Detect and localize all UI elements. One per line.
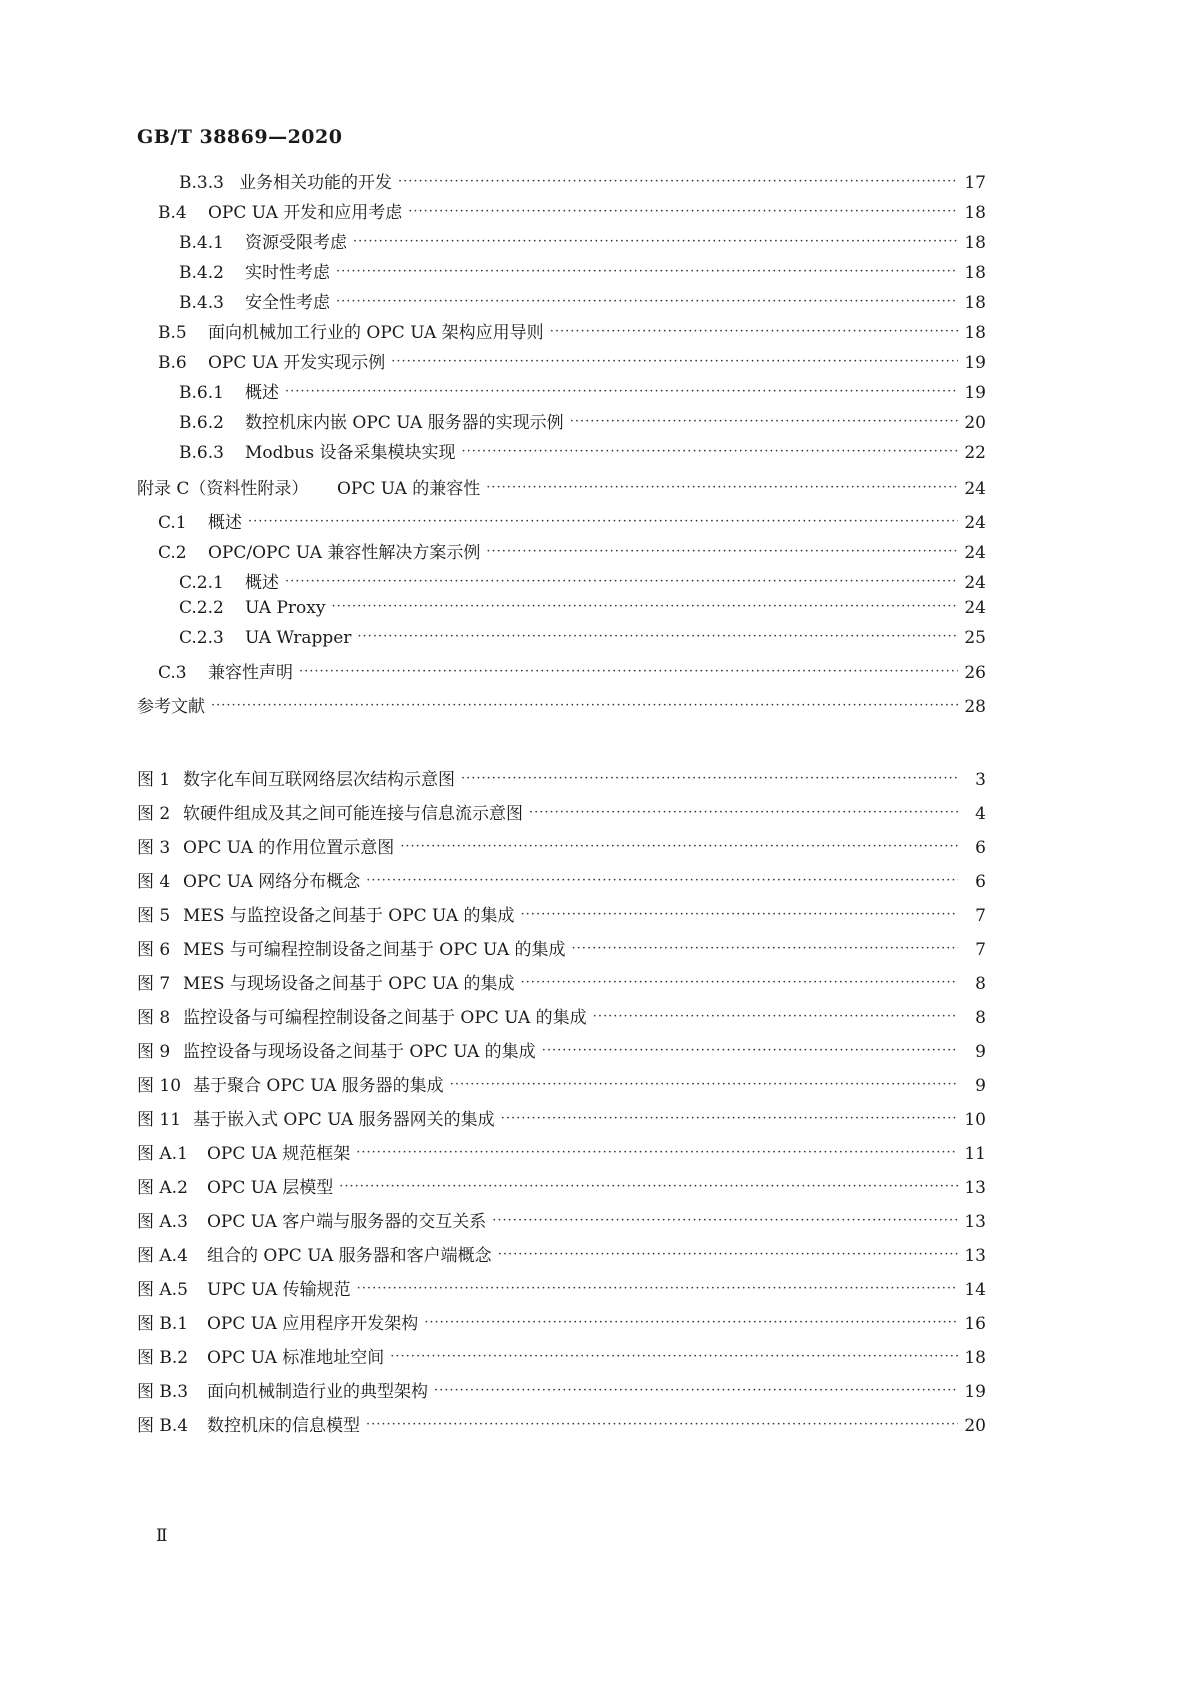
toc-dot-leader xyxy=(550,324,958,339)
toc-dot-leader xyxy=(398,174,958,189)
toc-dot-leader xyxy=(593,1009,958,1024)
toc-dot-leader xyxy=(336,294,958,309)
toc-entry[interactable] xyxy=(179,258,986,284)
toc-entry[interactable] xyxy=(179,438,986,464)
figure-entry-page: 6 xyxy=(975,872,986,892)
toc-dot-leader xyxy=(492,1213,958,1228)
toc-entry[interactable] xyxy=(137,474,986,500)
figure-entry-code: 图 3 xyxy=(137,838,171,858)
toc-dot-leader xyxy=(521,907,958,922)
toc-entry-page: 18 xyxy=(964,293,986,313)
toc-entry-page: 18 xyxy=(964,323,986,343)
toc-entry-title: OPC UA 开发和应用考虑 xyxy=(208,203,403,223)
toc-entry-code: B.6.3 xyxy=(179,443,224,463)
figure-entry[interactable] xyxy=(137,1377,986,1403)
figure-entry-code: 图 A.4 xyxy=(137,1246,188,1266)
figure-entry[interactable] xyxy=(137,799,986,825)
figure-entry-title: OPC UA 客户端与服务器的交互关系 xyxy=(207,1212,487,1232)
toc-entry-page: 20 xyxy=(964,413,986,433)
toc-entry-page: 28 xyxy=(964,697,986,717)
toc-dot-leader xyxy=(461,444,958,459)
toc-entry[interactable] xyxy=(158,348,986,374)
figure-entry[interactable] xyxy=(137,833,986,859)
toc-dot-leader xyxy=(450,1077,958,1092)
figure-entry-title: 监控设备与现场设备之间基于 OPC UA 的集成 xyxy=(183,1042,536,1062)
toc-entry-page: 26 xyxy=(964,663,986,683)
toc-entry-title: OPC UA 开发实现示例 xyxy=(208,353,386,373)
toc-entry[interactable] xyxy=(179,378,986,404)
toc-entry-page: 18 xyxy=(964,233,986,253)
figure-entry-page: 13 xyxy=(964,1212,986,1232)
figure-entry-title: 面向机械制造行业的典型架构 xyxy=(207,1382,428,1402)
toc-entry-page: 24 xyxy=(964,598,986,618)
toc-dot-leader xyxy=(408,204,958,219)
toc-entry[interactable] xyxy=(158,538,986,564)
toc-entry[interactable] xyxy=(158,318,986,344)
figure-entry[interactable] xyxy=(137,1275,986,1301)
toc-entry-code: 附录 C（资料性附录） xyxy=(137,479,309,499)
toc-entry-page: 19 xyxy=(964,353,986,373)
toc-dot-leader xyxy=(529,805,958,820)
toc-dot-leader xyxy=(521,975,958,990)
figure-entry-title: OPC UA 的作用位置示意图 xyxy=(183,838,395,858)
toc-entry-page: 25 xyxy=(964,628,986,648)
toc-dot-leader xyxy=(434,1383,958,1398)
figure-entry-page: 13 xyxy=(964,1178,986,1198)
toc-entry-code: B.5 xyxy=(158,323,187,343)
figure-entry-code: 图 8 xyxy=(137,1008,171,1028)
toc-dot-leader xyxy=(285,574,958,589)
figure-entry-title: 数控机床的信息模型 xyxy=(207,1416,360,1436)
figure-entry-title: OPC UA 网络分布概念 xyxy=(183,872,361,892)
figure-entry-title: MES 与监控设备之间基于 OPC UA 的集成 xyxy=(183,906,515,926)
toc-entry[interactable] xyxy=(179,628,986,654)
toc-entry-code: C.2 xyxy=(158,543,187,563)
figure-entry[interactable] xyxy=(137,901,986,927)
toc-dot-leader xyxy=(486,544,958,559)
figure-entry-code: 图 B.1 xyxy=(137,1314,189,1334)
toc-dot-leader xyxy=(356,1145,958,1160)
figure-entry-title: 数字化车间互联网络层次结构示意图 xyxy=(183,770,455,790)
toc-dot-leader xyxy=(353,234,958,249)
figure-entry-page: 16 xyxy=(964,1314,986,1334)
toc-entry-code: C.1 xyxy=(158,513,187,533)
toc-entry-title: 面向机械加工行业的 OPC UA 架构应用导则 xyxy=(208,323,544,343)
figure-entry-title: 软硬件组成及其之间可能连接与信息流示意图 xyxy=(183,804,523,824)
toc-entry[interactable] xyxy=(179,408,986,434)
figure-entry[interactable] xyxy=(137,1241,986,1267)
toc-dot-leader xyxy=(486,480,958,495)
toc-entry-title: Modbus 设备采集模块实现 xyxy=(245,443,456,463)
toc-entry-code: B.6 xyxy=(158,353,187,373)
figure-entry-title: OPC UA 规范框架 xyxy=(207,1144,351,1164)
figure-entry[interactable] xyxy=(137,765,986,791)
figure-entry-page: 9 xyxy=(975,1042,986,1062)
figure-entry-page: 7 xyxy=(975,906,986,926)
figure-entry[interactable] xyxy=(137,969,986,995)
toc-dot-leader xyxy=(501,1111,958,1126)
toc-dot-leader xyxy=(424,1315,958,1330)
toc-entry-title: UA Wrapper xyxy=(245,628,352,648)
toc-entry-page: 24 xyxy=(964,479,986,499)
figure-entry-page: 4 xyxy=(975,804,986,824)
toc-entry-page: 24 xyxy=(964,543,986,563)
figure-entry-title: OPC UA 应用程序开发架构 xyxy=(207,1314,419,1334)
toc-dot-leader xyxy=(366,1417,958,1432)
toc-entry-title: OPC/OPC UA 兼容性解决方案示例 xyxy=(208,543,481,563)
figure-entry-code: 图 2 xyxy=(137,804,171,824)
figure-entry-code: 图 7 xyxy=(137,974,171,994)
toc-entry[interactable] xyxy=(137,692,986,718)
toc-entry-page: 19 xyxy=(964,383,986,403)
figure-entry-title: 监控设备与可编程控制设备之间基于 OPC UA 的集成 xyxy=(183,1008,587,1028)
toc-dot-leader xyxy=(357,629,958,644)
toc-dot-leader xyxy=(299,664,958,679)
figure-entry[interactable] xyxy=(137,1139,986,1165)
figure-entry[interactable] xyxy=(137,1105,986,1131)
toc-dot-leader xyxy=(336,264,958,279)
toc-entry-title: 兼容性声明 xyxy=(208,663,293,683)
toc-entry-title: 业务相关功能的开发 xyxy=(239,173,392,193)
figure-entry-page: 20 xyxy=(964,1416,986,1436)
figure-entry[interactable] xyxy=(137,1411,986,1437)
figure-entry[interactable] xyxy=(137,1343,986,1369)
toc-entry[interactable] xyxy=(179,598,986,624)
figure-entry-title: 基于嵌入式 OPC UA 服务器网关的集成 xyxy=(193,1110,495,1130)
toc-dot-leader xyxy=(285,384,958,399)
toc-dot-leader xyxy=(570,414,958,429)
toc-dot-leader xyxy=(498,1247,958,1262)
toc-entry-title: 资源受限考虑 xyxy=(245,233,347,253)
toc-entry-title: OPC UA 的兼容性 xyxy=(337,479,481,499)
toc-entry-code: B.3.3 xyxy=(179,173,224,193)
figure-entry[interactable] xyxy=(137,1037,986,1063)
toc-entry-title: 实时性考虑 xyxy=(245,263,330,283)
toc-dot-leader xyxy=(390,1349,958,1364)
figure-entry-code: 图 5 xyxy=(137,906,171,926)
figure-entry-title: 基于聚合 OPC UA 服务器的集成 xyxy=(193,1076,444,1096)
toc-entry-code: C.2.3 xyxy=(179,628,224,648)
toc-dot-leader xyxy=(572,941,958,956)
toc-entry[interactable] xyxy=(179,288,986,314)
figure-entry[interactable] xyxy=(137,1309,986,1335)
toc-dot-leader xyxy=(366,873,958,888)
figure-entry-code: 图 6 xyxy=(137,940,171,960)
figure-entry-code: 图 A.2 xyxy=(137,1178,188,1198)
toc-entry-title: 数控机床内嵌 OPC UA 服务器的实现示例 xyxy=(245,413,564,433)
figure-entry-title: OPC UA 层模型 xyxy=(207,1178,334,1198)
toc-entry-page: 18 xyxy=(964,203,986,223)
toc-entry-code: C.2.2 xyxy=(179,598,224,618)
toc-entry-page: 17 xyxy=(964,173,986,193)
figure-entry[interactable] xyxy=(137,1071,986,1097)
figure-entry-title: MES 与可编程控制设备之间基于 OPC UA 的集成 xyxy=(183,940,566,960)
figure-entry-page: 6 xyxy=(975,838,986,858)
figure-entry-code: 图 11 xyxy=(137,1110,182,1130)
toc-entry-code: C.3 xyxy=(158,663,187,683)
toc-entry[interactable] xyxy=(158,658,986,684)
toc-entry[interactable] xyxy=(179,168,986,194)
toc-dot-leader xyxy=(461,771,958,786)
toc-entry-code: B.6.1 xyxy=(179,383,224,403)
figure-entry-page: 10 xyxy=(964,1110,986,1130)
figure-entry-title: MES 与现场设备之间基于 OPC UA 的集成 xyxy=(183,974,515,994)
toc-entry-code: B.4.2 xyxy=(179,263,224,283)
figure-entry-page: 8 xyxy=(975,974,986,994)
toc-dot-leader xyxy=(248,514,958,529)
toc-entry-title: 概述 xyxy=(245,573,279,593)
toc-entry-title: 概述 xyxy=(245,383,279,403)
toc-entry[interactable] xyxy=(179,568,986,594)
figure-entry-code: 图 A.1 xyxy=(137,1144,188,1164)
figure-entry-page: 7 xyxy=(975,940,986,960)
figure-entry-code: 图 A.3 xyxy=(137,1212,188,1232)
page-number-footer: Ⅱ xyxy=(156,1526,168,1546)
figure-entry-page: 13 xyxy=(964,1246,986,1266)
toc-entry-page: 24 xyxy=(964,573,986,593)
figure-entry[interactable] xyxy=(137,1173,986,1199)
toc-entry-page: 18 xyxy=(964,263,986,283)
figure-entry-code: 图 10 xyxy=(137,1076,182,1096)
standard-number-header: GB/T 38869—2020 xyxy=(137,126,343,148)
toc-dot-leader xyxy=(542,1043,958,1058)
toc-entry[interactable] xyxy=(158,508,986,534)
figure-entry-code: 图 1 xyxy=(137,770,171,790)
toc-entry-code: B.4.3 xyxy=(179,293,224,313)
figure-entry-title: OPC UA 标准地址空间 xyxy=(207,1348,385,1368)
figure-entry-page: 19 xyxy=(964,1382,986,1402)
toc-entry-code: B.4.1 xyxy=(179,233,224,253)
toc-dot-leader xyxy=(357,1281,958,1296)
figure-entry-page: 8 xyxy=(975,1008,986,1028)
figure-entry[interactable] xyxy=(137,1003,986,1029)
figure-entry-page: 3 xyxy=(975,770,986,790)
figure-entry[interactable] xyxy=(137,935,986,961)
figure-entry-code: 图 A.5 xyxy=(137,1280,188,1300)
toc-entry-page: 22 xyxy=(964,443,986,463)
figure-entry-page: 18 xyxy=(964,1348,986,1368)
figure-entry-page: 9 xyxy=(975,1076,986,1096)
figure-entry-code: 图 9 xyxy=(137,1042,171,1062)
figure-entry-page: 14 xyxy=(964,1280,986,1300)
toc-entry-title: 参考文献 xyxy=(137,697,205,717)
figure-entry[interactable] xyxy=(137,867,986,893)
toc-dot-leader xyxy=(391,354,958,369)
toc-entry[interactable] xyxy=(179,228,986,254)
figure-entry-code: 图 B.3 xyxy=(137,1382,189,1402)
toc-entry-code: B.4 xyxy=(158,203,187,223)
figure-entry-title: UPC UA 传输规范 xyxy=(207,1280,351,1300)
toc-dot-leader xyxy=(331,599,958,614)
figure-entry-title: 组合的 OPC UA 服务器和客户端概念 xyxy=(207,1246,492,1266)
figure-entry-code: 图 B.4 xyxy=(137,1416,189,1436)
figure-entry-code: 图 4 xyxy=(137,872,171,892)
toc-entry-page: 24 xyxy=(964,513,986,533)
toc-dot-leader xyxy=(400,839,958,854)
figure-entry[interactable] xyxy=(137,1207,986,1233)
figure-entry-page: 11 xyxy=(964,1144,986,1164)
toc-entry[interactable] xyxy=(158,198,986,224)
toc-dot-leader xyxy=(211,698,958,713)
toc-entry-code: C.2.1 xyxy=(179,573,224,593)
toc-entry-title: 安全性考虑 xyxy=(245,293,330,313)
toc-entry-title: UA Proxy xyxy=(245,598,326,618)
toc-entry-title: 概述 xyxy=(208,513,242,533)
toc-dot-leader xyxy=(339,1179,958,1194)
toc-entry-code: B.6.2 xyxy=(179,413,224,433)
figure-entry-code: 图 B.2 xyxy=(137,1348,189,1368)
